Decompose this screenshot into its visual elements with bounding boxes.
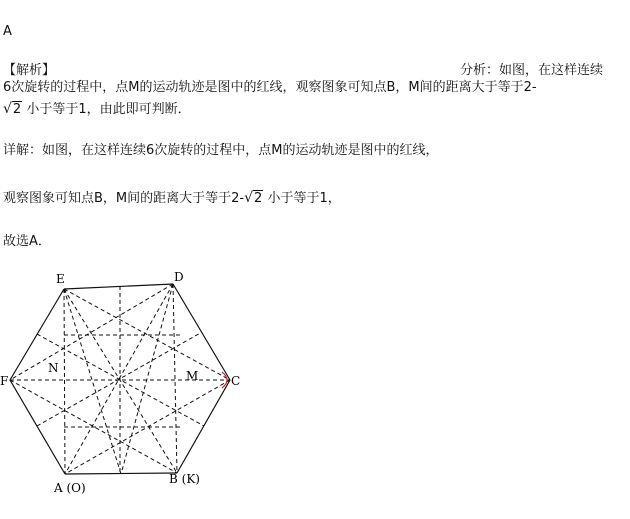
detail-line1: 详解：如图，在这样连续6次旋转的过程中，点M的运动轨迹是图中的红线， [3,143,439,158]
sqrt-expression: √2 [3,101,22,117]
sqrt-expression: √2 [244,190,263,206]
label-A: A (O) [54,481,86,495]
analysis-intro: 分析：如图，在这样连续 [460,63,604,78]
label-E: E [56,272,65,286]
conclusion-line: 故选A． [3,234,51,249]
label-F: F [0,374,9,388]
detail-line2: 观察图象可知点B，M间的距离大于等于2-√2 小于等于1， [3,190,341,206]
label-B: B (K) [169,472,200,486]
trajectory-red [222,372,227,388]
analysis-line2: √2 小于等于1，由此即可判断． [3,101,191,117]
dashed-lines [10,284,230,474]
label-D: D [174,270,184,284]
label-M: M [186,369,199,383]
analysis-title: 【解析】 [3,63,56,78]
hexagon-outline [10,284,230,474]
analysis-line1: 6次旋转的过程中，点M的运动轨迹是图中的红线，观察图象可知点B，M间的距离大于等于2- [3,80,537,95]
label-N: N [48,361,59,375]
label-C: C [231,374,241,388]
answer-header: A [3,24,12,39]
